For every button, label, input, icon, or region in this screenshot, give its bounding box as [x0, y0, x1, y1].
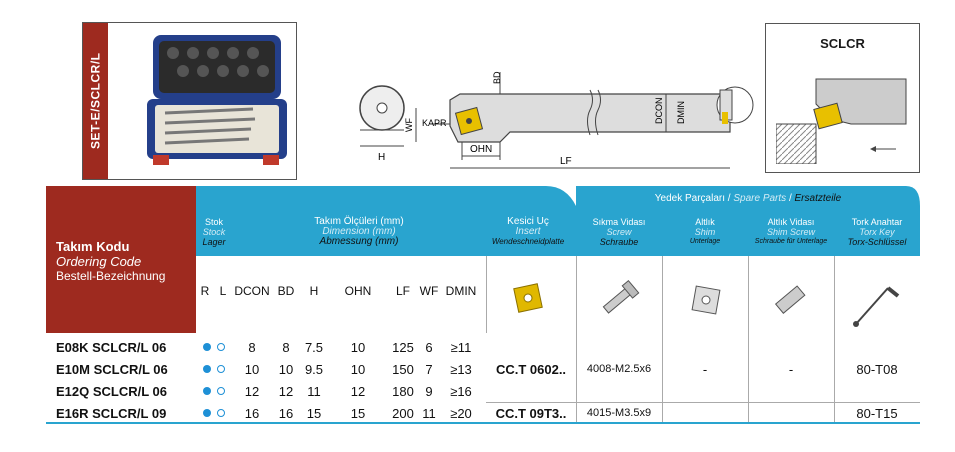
- torx-header: [834, 214, 920, 250]
- col-dmin: DMIN: [445, 284, 477, 298]
- h-value: 7.5: [304, 339, 324, 355]
- sclcr-frame: [765, 23, 920, 173]
- insert-en: Insert: [515, 226, 541, 237]
- lf-value: 200: [392, 405, 414, 421]
- dmin-value: ≥11: [450, 339, 472, 355]
- screw-group-2: 4015-M3.5x9: [586, 407, 652, 419]
- col-dcon: DCON: [234, 284, 270, 298]
- screw-icon: [596, 276, 642, 322]
- tool-case-image: [143, 31, 291, 171]
- wf-label: WF: [404, 118, 414, 132]
- stock-indicators: [196, 380, 232, 402]
- bd-label: BD: [492, 71, 502, 84]
- torx-group-2: 80-T15: [856, 405, 898, 421]
- ohn-label: OHN: [470, 144, 493, 155]
- ordering-code: E16R SCLCR/L 09: [56, 405, 167, 421]
- spare-parts-header: [576, 192, 920, 206]
- bd-value: 16: [278, 405, 294, 421]
- insert-group-1: CC.T 0602..: [495, 361, 567, 377]
- dcon-value: 8: [248, 339, 256, 355]
- col-bd: BD: [277, 284, 295, 298]
- ordering-code: E10M SCLCR/L 06: [56, 361, 168, 377]
- h-value: 15: [306, 405, 322, 421]
- h-value: 9.5: [304, 361, 324, 377]
- shim-screw-icon: [768, 276, 814, 322]
- shim-group-1: -: [702, 361, 708, 377]
- lf-value: 125: [392, 339, 414, 355]
- dmin-value: ≥16: [450, 383, 472, 399]
- kapr-label: KAPR: [422, 118, 447, 128]
- ohn-value: 10: [350, 361, 366, 377]
- spare-sep-2: /: [788, 193, 792, 204]
- stock-tr: Stok: [204, 217, 223, 227]
- bd-value: 12: [278, 383, 294, 399]
- ohn-value: 12: [350, 383, 366, 399]
- dims-tr: Takım Ölçüleri (mm): [314, 216, 404, 227]
- stock-indicators: [196, 358, 232, 380]
- separator: [486, 256, 487, 333]
- insert-header: [486, 214, 570, 250]
- torx-group-1: 80-T08: [856, 361, 898, 377]
- sclcr-title: SCLCR: [820, 36, 865, 51]
- screw-header: [576, 214, 662, 250]
- dcon-value: 12: [244, 383, 260, 399]
- stock-header: [196, 214, 232, 250]
- h-value: 11: [307, 383, 321, 399]
- col-ohn: OHN: [344, 284, 372, 298]
- shimscrew-de: Schraube für Unterlage: [754, 238, 828, 245]
- insert-tr: Kesici Uç: [507, 216, 549, 227]
- dmin-label: DMIN: [676, 101, 686, 124]
- lf-value: 180: [392, 383, 414, 399]
- dcon-value: 10: [244, 361, 260, 377]
- stock-de: Lager: [202, 237, 226, 247]
- dims-en: Dimension (mm): [322, 226, 396, 237]
- dimensions-header: [232, 214, 486, 250]
- torx-en: Torx Key: [859, 227, 895, 237]
- table-body: [46, 336, 486, 424]
- wf-value: 7: [425, 361, 433, 377]
- table-row: [46, 336, 486, 358]
- ohn-value: 15: [350, 405, 366, 421]
- shim-header: [662, 214, 748, 250]
- screw-group-1: 4008-M2.5x6: [586, 363, 652, 375]
- h-label: H: [378, 152, 386, 163]
- lf-value: 150: [392, 361, 414, 377]
- wf-value: 6: [425, 339, 433, 355]
- spare-sep-1: /: [727, 193, 731, 204]
- col-wf: WF: [419, 284, 439, 298]
- screw-en: Screw: [606, 227, 632, 237]
- spare-de: Ersatzteile: [794, 193, 842, 204]
- shim-screw-group-1: -: [788, 361, 794, 377]
- shim-tr: Altlık: [695, 217, 715, 227]
- insert-group-2: CC.T 09T3..: [495, 405, 567, 421]
- shim-screw-header: [748, 214, 834, 250]
- ordering-table: [46, 186, 920, 424]
- boring-bar-drawing: [350, 60, 760, 175]
- ohn-value: 10: [350, 339, 366, 355]
- shim-de: Unterlage: [689, 238, 721, 245]
- shimscrew-tr: Altlık Vidası: [767, 217, 815, 227]
- ordering-code: E08K SCLCR/L 06: [56, 339, 167, 355]
- ordering-tr: Takım Kodu: [56, 239, 130, 254]
- col-r: R: [200, 284, 210, 298]
- ordering-en: Ordering Code: [56, 254, 142, 269]
- spare-tr: Yedek Parçaları: [654, 193, 726, 204]
- shim-en: Shim: [694, 227, 716, 237]
- torx-de: Torx-Schlüssel: [847, 237, 907, 247]
- wf-value: 11: [422, 405, 436, 421]
- lf-label: LF: [560, 156, 572, 167]
- dmin-value: ≥13: [450, 361, 472, 377]
- ordering-de: Bestell-Bezeichnung: [56, 269, 166, 283]
- stock-indicators: [196, 336, 232, 358]
- dcon-value: 16: [244, 405, 260, 421]
- screw-tr: Sıkma Vidası: [592, 217, 646, 227]
- set-label: SET-E/SCLCR/L: [83, 23, 108, 179]
- screw-de: Schraube: [599, 237, 639, 247]
- stock-indicators: [196, 402, 232, 424]
- shimscrew-en: Shim Screw: [766, 227, 815, 237]
- product-photo-frame: [82, 22, 297, 180]
- ordering-code: E12Q SCLCR/L 06: [56, 383, 168, 399]
- table-row: [46, 402, 486, 424]
- col-l: L: [219, 284, 227, 298]
- insert-icon: [508, 278, 548, 318]
- torx-tr: Tork Anahtar: [851, 217, 903, 227]
- stock-en: Stock: [202, 227, 226, 237]
- torx-key-icon: [846, 274, 906, 330]
- shim-icon: [686, 280, 726, 320]
- bd-value: 8: [282, 339, 290, 355]
- col-lf: LF: [395, 284, 410, 298]
- table-row: [46, 358, 486, 380]
- dcon-label: DCON: [654, 97, 664, 124]
- spare-en: Spare Parts: [733, 193, 787, 204]
- ordering-code-header: [56, 231, 196, 291]
- wf-value: 9: [425, 383, 433, 399]
- insert-de: Wendeschneidplatte: [491, 237, 565, 246]
- col-h: H: [309, 284, 319, 298]
- dims-de: Abmessung (mm): [319, 236, 399, 247]
- bd-value: 10: [278, 361, 294, 377]
- table-row: [46, 380, 486, 402]
- sclcr-cross-section: [776, 64, 911, 164]
- dmin-value: ≥20: [450, 405, 472, 421]
